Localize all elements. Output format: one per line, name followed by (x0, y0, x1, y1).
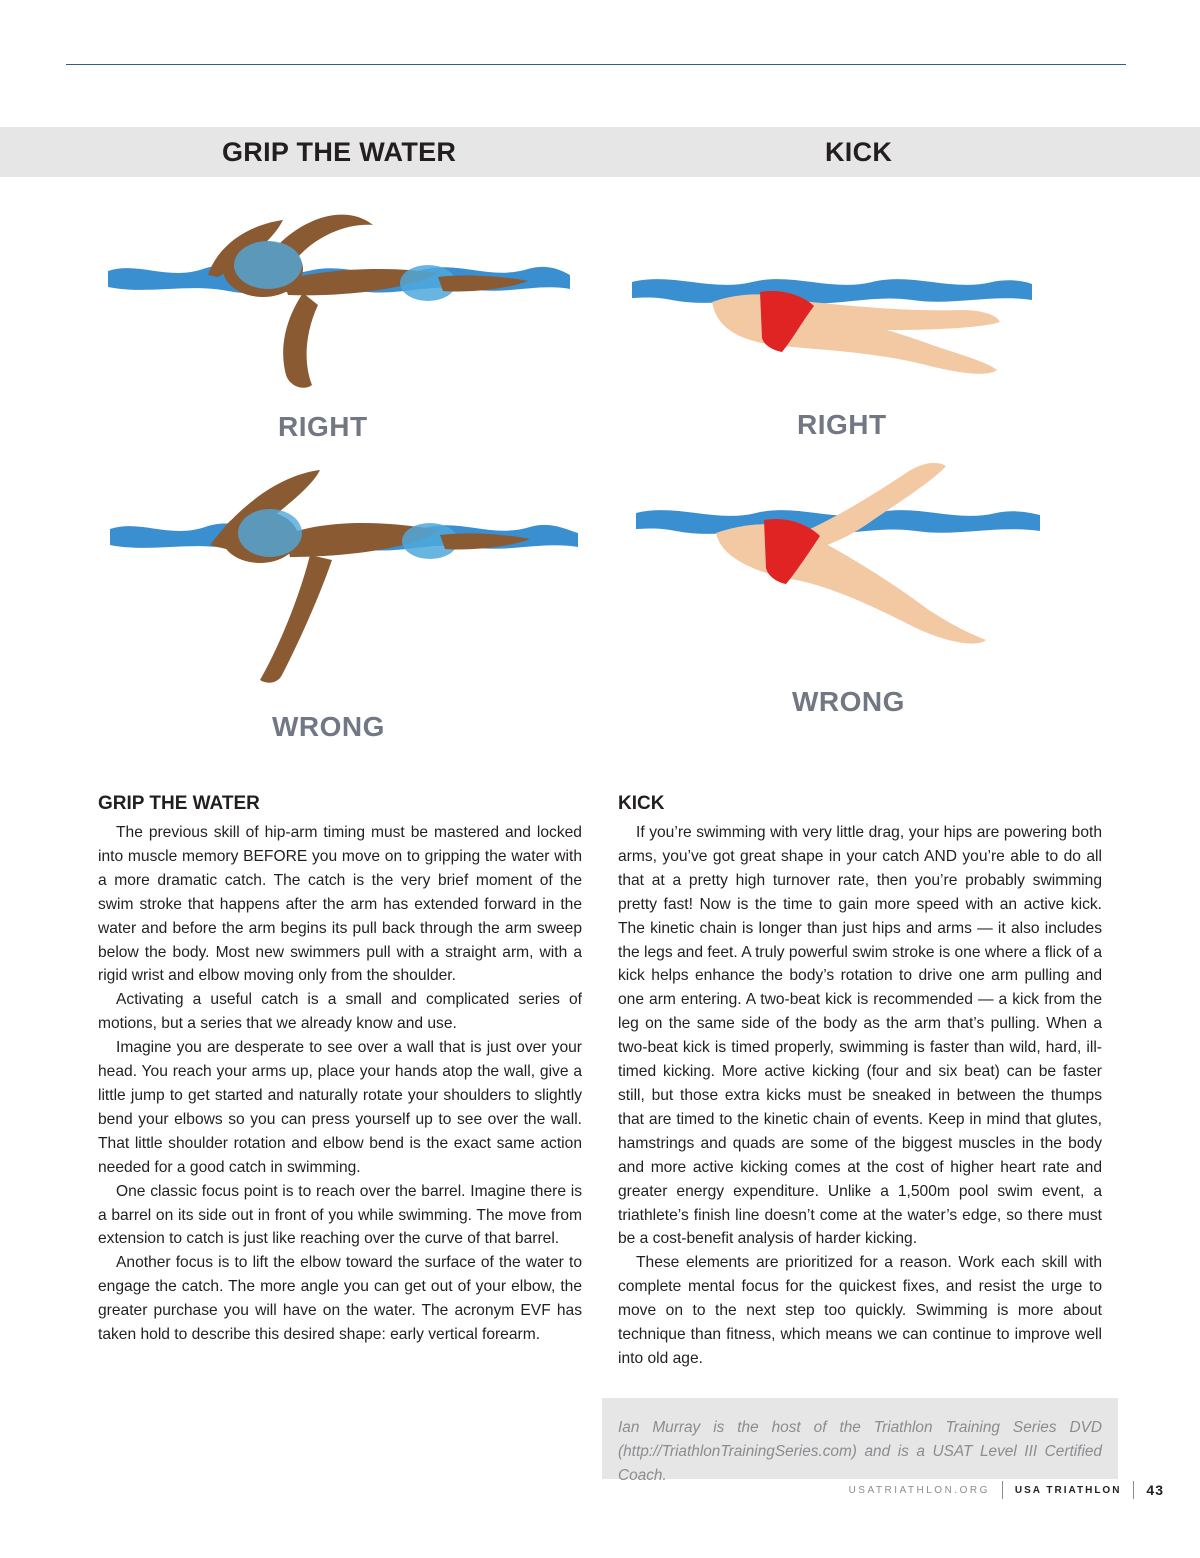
kick-right-label: RIGHT (797, 409, 887, 440)
grip-paragraph-4: One classic focus point is to reach over the barrel. Imagine there is a barrel on its side out in front of you while swimming. The move from extension to catch is just like reaching over the curve of that barrel. (98, 1182, 582, 1248)
grip-paragraph-3: Imagine you are desperate to see over a wall that is just over your head. You reach your arms up, place your hands atop the wall, give a little jump to get started and naturally rotate your shoulders to slightly bend your elbows so you can press yourself up to see over the wall. That little shoulder rotation and elbow bend is the exact same action needed for a good catch in swimming. (98, 1039, 582, 1176)
kick-heading: KICK (618, 793, 665, 814)
footer-divider-2 (1133, 1481, 1134, 1499)
grip-paragraph-2: Activating a useful catch is a small and complicated series of motions, but a series that we already know and use. (98, 991, 582, 1033)
kick-column (618, 793, 1102, 1371)
kick-right-illustration (632, 260, 1034, 390)
kick-wrong-illustration (636, 458, 1040, 658)
kick-wrong-label: WRONG (792, 686, 905, 717)
banner-title-grip: GRIP THE WATER (222, 137, 457, 167)
author-bio-box (602, 1398, 1118, 1484)
footer-brand: USA TRIATHLON (1014, 1484, 1122, 1496)
grip-paragraph-1: The previous skill of hip-arm timing must be mastered and locked into muscle memory BEFORE you move on to gripping the water with a more dramatic catch. The catch is the very brief moment of the swim stroke that happens after the arm has extended forward in the water and before the arm begins its pull back through the arm sweep below the body. Most new swimmers pull with a straight arm, with a rigid wrist and elbow moving only from the shoulder. (98, 824, 582, 985)
grip-paragraph-5: Another focus is to lift the elbow toward the surface of the water to engage the catch. The more angle you can get out of your elbow, the greater purchase you will have on the water. The acronym EVF has taken hold to describe this desired shape: early vertical forearm. (98, 1254, 582, 1344)
page-number: 43 (1146, 1482, 1164, 1498)
kick-paragraph-1: If you’re swimming with very little drag, your hips are powering both arms, you’ve got great shape in your catch AND you’re able to do all that at a pretty high turnover rate, then you’re probably swimming pretty fast! Now is the time to gain more speed with an active kick. The kinetic chain is longer than just hips and arms — it also includes the legs and feet. A truly powerful swim stroke is one where a flick of a kick helps enhance the body’s rotation to drive one arm pulling and one arm entering. A two-beat kick is recommended — a kick from the leg on the same side of the body as the arm that’s pulling. When a two-beat kick is timed properly, swimming is faster than wild, hard, ill-timed kicking. More active kicking (four and six beat) can be faster still, but those extra kicks must be sneaked in between the thumps that are timed to the kinetic chain of events. Keep in mind that glutes, hamstrings and quads are some of the biggest muscles in the body and more active kicking comes at the cost of higher heart rate and greater energy expenditure. Unlike a 1,500m pool swim event, a triathlete’s finish line doesn’t come at the water’s edge, so there must be a cost-benefit analysis of harder kicking. (618, 824, 1102, 1248)
banner-title-kick: KICK (825, 137, 893, 167)
grip-wrong-label: WRONG (272, 711, 385, 742)
grip-right-label: RIGHT (278, 411, 368, 442)
section-banner (0, 127, 1200, 177)
footer-site: USATRIATHLON.ORG (848, 1484, 990, 1496)
page-footer (849, 1481, 1164, 1499)
author-bio: Ian Murray is the host of the Triathlon Training Series DVD (http://TriathlonTrainingSeries.com) and is a USAT Level III Certified Coach. (618, 1419, 1102, 1484)
grip-wrong-illustration (110, 465, 580, 690)
kick-paragraph-2: These elements are prioritized for a reason. Work each skill with complete mental focus for the quickest fixes, and resist the urge to move on to the next step too quickly. Swimming is more about technique than fitness, which means we can continue to improve well into old age. (618, 1254, 1102, 1367)
header-rule (66, 64, 1126, 65)
grip-right-illustration (108, 205, 578, 400)
footer-divider (1002, 1481, 1003, 1499)
grip-column (98, 793, 582, 1347)
grip-heading: GRIP THE WATER (98, 793, 260, 814)
